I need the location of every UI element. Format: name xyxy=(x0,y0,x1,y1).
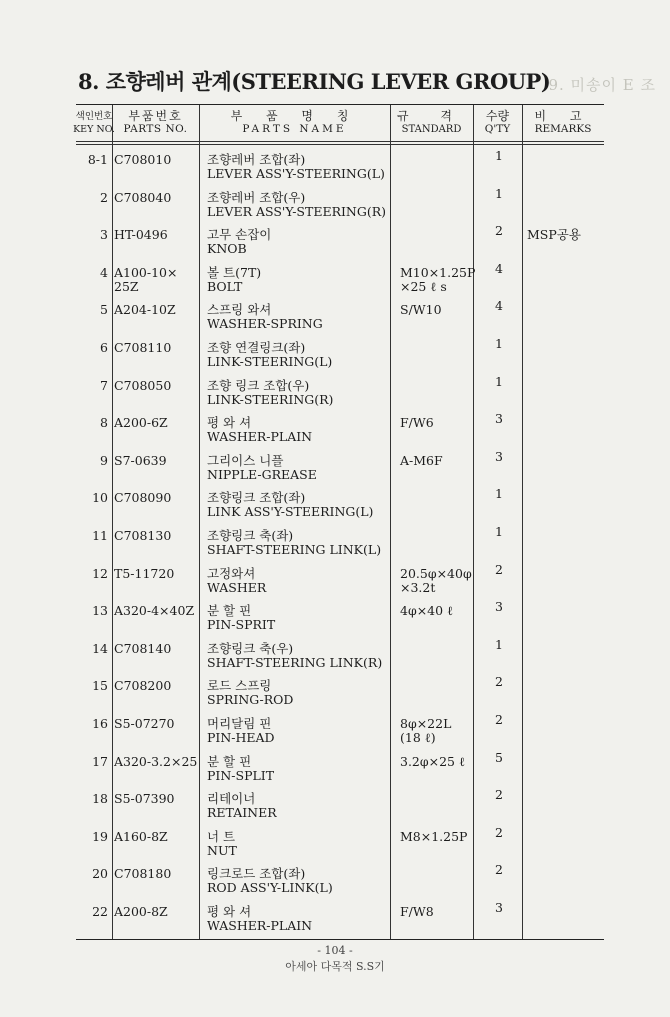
part-name-en: SHAFT-STEERING LINK(L) xyxy=(207,542,382,557)
part-name-en: PIN-HEAD xyxy=(207,730,275,745)
part-number: S7-0639 xyxy=(114,452,167,468)
part-name-en: LINK-STEERING(L) xyxy=(207,354,333,369)
table-row xyxy=(76,671,604,709)
part-name-ko: 조향레버 조합(우) xyxy=(207,189,306,205)
quantity: 1 xyxy=(495,373,503,389)
part-name xyxy=(207,228,271,256)
header-key xyxy=(73,106,115,140)
quantity: 1 xyxy=(495,185,503,201)
part-name-en: RETAINER xyxy=(207,805,277,821)
standard-line1: F/W8 xyxy=(400,904,434,919)
quantity: 3 xyxy=(495,900,503,915)
quantity: 2 xyxy=(495,223,503,239)
table-row xyxy=(76,822,604,860)
part-number: A204-10Z xyxy=(114,302,176,318)
part-name-en: LINK ASS'Y-STEERING(L) xyxy=(207,504,374,520)
part-name xyxy=(207,679,293,707)
table-row xyxy=(76,709,604,747)
header-standard-en: STANDARD xyxy=(401,124,462,135)
header-standard xyxy=(390,106,473,140)
part-name-ko: 평 와 셔 xyxy=(207,415,252,431)
quantity: 3 xyxy=(495,599,503,615)
header-remarks-en: REMARKS xyxy=(534,123,592,135)
header-part xyxy=(112,106,199,140)
part-name-ko: 머리달림 핀 xyxy=(207,716,272,731)
part-number-line2: 25Z xyxy=(114,278,139,294)
part-name xyxy=(207,717,275,745)
part-name-ko: 고무 손잡이 xyxy=(207,227,272,243)
part-name-en: WASHER-PLAIN xyxy=(207,429,313,445)
standard xyxy=(400,567,472,595)
part-number: S5-07390 xyxy=(114,791,175,807)
part-name-ko: 분 할 핀 xyxy=(207,753,252,769)
part-number: A320-3.2×25 xyxy=(114,753,198,769)
key-number: 22 xyxy=(92,904,108,919)
key-number: 3 xyxy=(100,227,108,243)
table-row xyxy=(76,559,604,597)
key-number: 8 xyxy=(100,415,108,431)
part-number: C708200 xyxy=(114,678,172,694)
table-row xyxy=(76,258,604,296)
part-name xyxy=(207,529,381,557)
standard xyxy=(400,416,434,430)
quantity: 1 xyxy=(495,336,503,351)
part-name xyxy=(207,867,333,895)
part-name xyxy=(207,830,237,858)
table-row xyxy=(76,596,604,634)
key-number: 12 xyxy=(92,565,108,581)
key-number: 10 xyxy=(92,490,108,506)
part-name-ko: 너 트 xyxy=(207,828,236,844)
part-name-en: PIN-SPLIT xyxy=(207,767,275,783)
quantity: 2 xyxy=(495,561,503,577)
table-row xyxy=(76,634,604,672)
part-name-ko: 조향 연결링크(좌) xyxy=(207,340,306,355)
quantity: 2 xyxy=(495,787,503,803)
part-name xyxy=(207,792,277,820)
key-number: 4 xyxy=(100,264,108,280)
header-divider xyxy=(76,141,604,142)
part-name-ko: 고정와셔 xyxy=(207,565,256,581)
standard-line1: 20.5φ×40φ xyxy=(400,565,472,581)
standard-line1: A-M6F xyxy=(400,452,443,468)
quantity: 5 xyxy=(495,749,503,765)
quantity: 1 xyxy=(495,486,503,502)
part-name xyxy=(207,416,312,444)
part-name-ko: 조향링크 조합(좌) xyxy=(207,490,306,506)
part-name-en: ROD ASS'Y-LINK(L) xyxy=(207,880,333,896)
book-title: 아세아 다목적 S.S기 xyxy=(285,960,385,973)
standard-line2: ×25 ℓ s xyxy=(400,278,447,294)
header-qty-en: Q'TY xyxy=(484,123,511,135)
key-number: 7 xyxy=(100,377,108,393)
standard xyxy=(400,717,451,745)
part-name xyxy=(207,153,385,181)
part-name xyxy=(207,303,323,331)
header-qty-ko: 수량 xyxy=(485,109,510,123)
key-number: 19 xyxy=(92,828,108,844)
part-name xyxy=(207,642,382,670)
key-number: 16 xyxy=(92,716,108,731)
table-row xyxy=(76,897,604,935)
part-name-ko: 그리이스 니플 xyxy=(207,452,284,468)
part-number: S5-07270 xyxy=(114,716,175,731)
table-row xyxy=(76,333,604,371)
part-name-ko: 조향링크 축(우) xyxy=(207,640,294,656)
quantity: 2 xyxy=(495,824,503,840)
table-row xyxy=(76,183,604,221)
quantity: 1 xyxy=(495,636,503,652)
header-name-ko: 부 품 명 칭 xyxy=(230,109,359,123)
part-number-line1: A100-10× xyxy=(114,264,178,280)
part-number: C708050 xyxy=(114,377,172,393)
header-key-ko: 색인번호 xyxy=(75,111,113,122)
table-row xyxy=(76,145,604,183)
part-name-ko: 리테이너 xyxy=(207,791,256,807)
quantity: 3 xyxy=(495,411,503,427)
header-remarks xyxy=(522,106,604,140)
key-number: 2 xyxy=(100,189,108,205)
remarks: MSP공용 xyxy=(527,227,581,243)
key-number: 18 xyxy=(92,791,108,807)
part-number: C708180 xyxy=(114,866,172,882)
part-name xyxy=(207,905,312,933)
part-name-ko: 스프링 와셔 xyxy=(207,302,272,318)
part-name-en: LINK-STEERING(R) xyxy=(207,391,334,407)
part-number: C708130 xyxy=(114,528,172,543)
part-number: A160-8Z xyxy=(114,828,168,844)
table-row xyxy=(76,408,604,446)
header-part-ko: 부품번호 xyxy=(128,109,183,123)
table-row xyxy=(76,859,604,897)
standard-line2: ×3.2t xyxy=(400,579,436,595)
key-number: 15 xyxy=(92,678,108,694)
part-number: C708040 xyxy=(114,189,172,205)
header-name xyxy=(199,106,390,140)
table-row xyxy=(76,747,604,785)
part-name-en: SPRING-ROD xyxy=(207,692,294,708)
part-number: C708110 xyxy=(114,340,172,355)
header-qty xyxy=(473,106,522,140)
standard xyxy=(400,454,443,468)
part-number: C708090 xyxy=(114,490,172,506)
quantity: 2 xyxy=(495,674,503,690)
table-row xyxy=(76,295,604,333)
key-number: 9 xyxy=(100,452,108,468)
quantity: 1 xyxy=(495,524,503,539)
part-name-en: WASHER xyxy=(207,579,267,595)
key-number: 8-1 xyxy=(87,152,108,167)
part-number: A200-8Z xyxy=(114,904,168,919)
quantity: 1 xyxy=(495,148,503,163)
table-row xyxy=(76,784,604,822)
bleed-through-text: 9. 미송이 E 조 xyxy=(548,76,656,94)
key-number: 14 xyxy=(92,640,108,656)
standard-line1: 4φ×40 ℓ xyxy=(400,603,454,619)
standard xyxy=(400,266,475,294)
header-standard-ko: 규 격 xyxy=(397,109,466,123)
part-name xyxy=(207,491,373,519)
standard-line2: (18 ℓ) xyxy=(400,730,436,745)
part-name-en: NUT xyxy=(207,842,237,858)
part-name-en: SHAFT-STEERING LINK(R) xyxy=(207,654,383,670)
part-name-ko: 조향링크 축(좌) xyxy=(207,528,294,543)
part-name xyxy=(207,266,261,294)
part-name-ko: 조향레버 조합(좌) xyxy=(207,152,306,167)
part-name xyxy=(207,379,333,407)
standard-line1: M10×1.25P xyxy=(400,264,476,280)
key-number: 20 xyxy=(92,866,108,882)
part-name-en: WASHER-SPRING xyxy=(207,316,323,332)
part-number: A320-4×40Z xyxy=(114,603,195,619)
key-number: 11 xyxy=(92,528,108,543)
part-name-en: KNOB xyxy=(207,241,247,257)
part-name-ko: 볼 트(7T) xyxy=(207,264,262,280)
key-number: 6 xyxy=(100,340,108,355)
table-row xyxy=(76,483,604,521)
part-name-en: LEVER ASS'Y-STEERING(L) xyxy=(207,166,385,181)
standard xyxy=(400,905,434,919)
standard-line1: 8φ×22L xyxy=(400,716,452,731)
header-remarks-ko: 비 고 xyxy=(534,109,592,123)
part-name xyxy=(207,755,274,783)
part-name xyxy=(207,191,386,219)
part-name-en: BOLT xyxy=(207,278,243,294)
quantity: 4 xyxy=(495,260,503,276)
standard xyxy=(400,604,453,618)
quantity: 3 xyxy=(495,448,503,464)
part-number: C708140 xyxy=(114,640,172,656)
part-number: C708010 xyxy=(114,152,172,167)
part-name-ko: 로드 스프링 xyxy=(207,678,272,694)
part-name-ko: 평 와 셔 xyxy=(207,904,252,919)
standard-line1: M8×1.25P xyxy=(400,828,468,844)
parts-table xyxy=(73,104,604,940)
part-name xyxy=(207,604,275,632)
part-name-en: LEVER ASS'Y-STEERING(R) xyxy=(207,203,387,219)
part-name xyxy=(207,454,317,482)
header-name-en: PARTS NAME xyxy=(242,123,347,135)
key-number: 5 xyxy=(100,302,108,318)
quantity: 2 xyxy=(495,712,503,727)
quantity: 4 xyxy=(495,298,503,314)
table-row xyxy=(76,446,604,484)
table-row xyxy=(76,371,604,409)
key-number: 13 xyxy=(92,603,108,619)
standard xyxy=(400,303,442,317)
page-number: - 104 - xyxy=(317,944,353,957)
part-name-en: PIN-SPRIT xyxy=(207,617,276,633)
header-key-en: KEY NO. xyxy=(73,124,115,135)
quantity: 2 xyxy=(495,862,503,878)
standard xyxy=(400,830,467,844)
table-row xyxy=(76,521,604,559)
part-name-en: WASHER-PLAIN xyxy=(207,918,313,933)
part-name-ko: 조향 링크 조합(우) xyxy=(207,377,310,393)
standard-line1: F/W6 xyxy=(400,415,434,431)
standard xyxy=(400,755,465,769)
part-number xyxy=(114,266,178,294)
part-number: A200-6Z xyxy=(114,415,168,431)
part-name-en: NIPPLE-GREASE xyxy=(207,466,317,482)
standard-line1: 3.2φ×25 ℓ xyxy=(400,753,465,769)
page-title: 8. 조향레버 관계(STEERING LEVER GROUP) xyxy=(78,69,551,94)
part-number: T5-11720 xyxy=(114,565,175,581)
part-name-ko: 링크로드 조합(좌) xyxy=(207,866,306,882)
part-name xyxy=(207,567,266,595)
part-name xyxy=(207,341,332,369)
key-number: 17 xyxy=(92,753,108,769)
part-number: HT-0496 xyxy=(114,227,168,243)
part-name-ko: 분 할 핀 xyxy=(207,603,252,619)
table-row xyxy=(76,220,604,258)
standard-line1: S/W10 xyxy=(400,302,442,318)
header-part-en: PARTS NO. xyxy=(123,123,188,135)
